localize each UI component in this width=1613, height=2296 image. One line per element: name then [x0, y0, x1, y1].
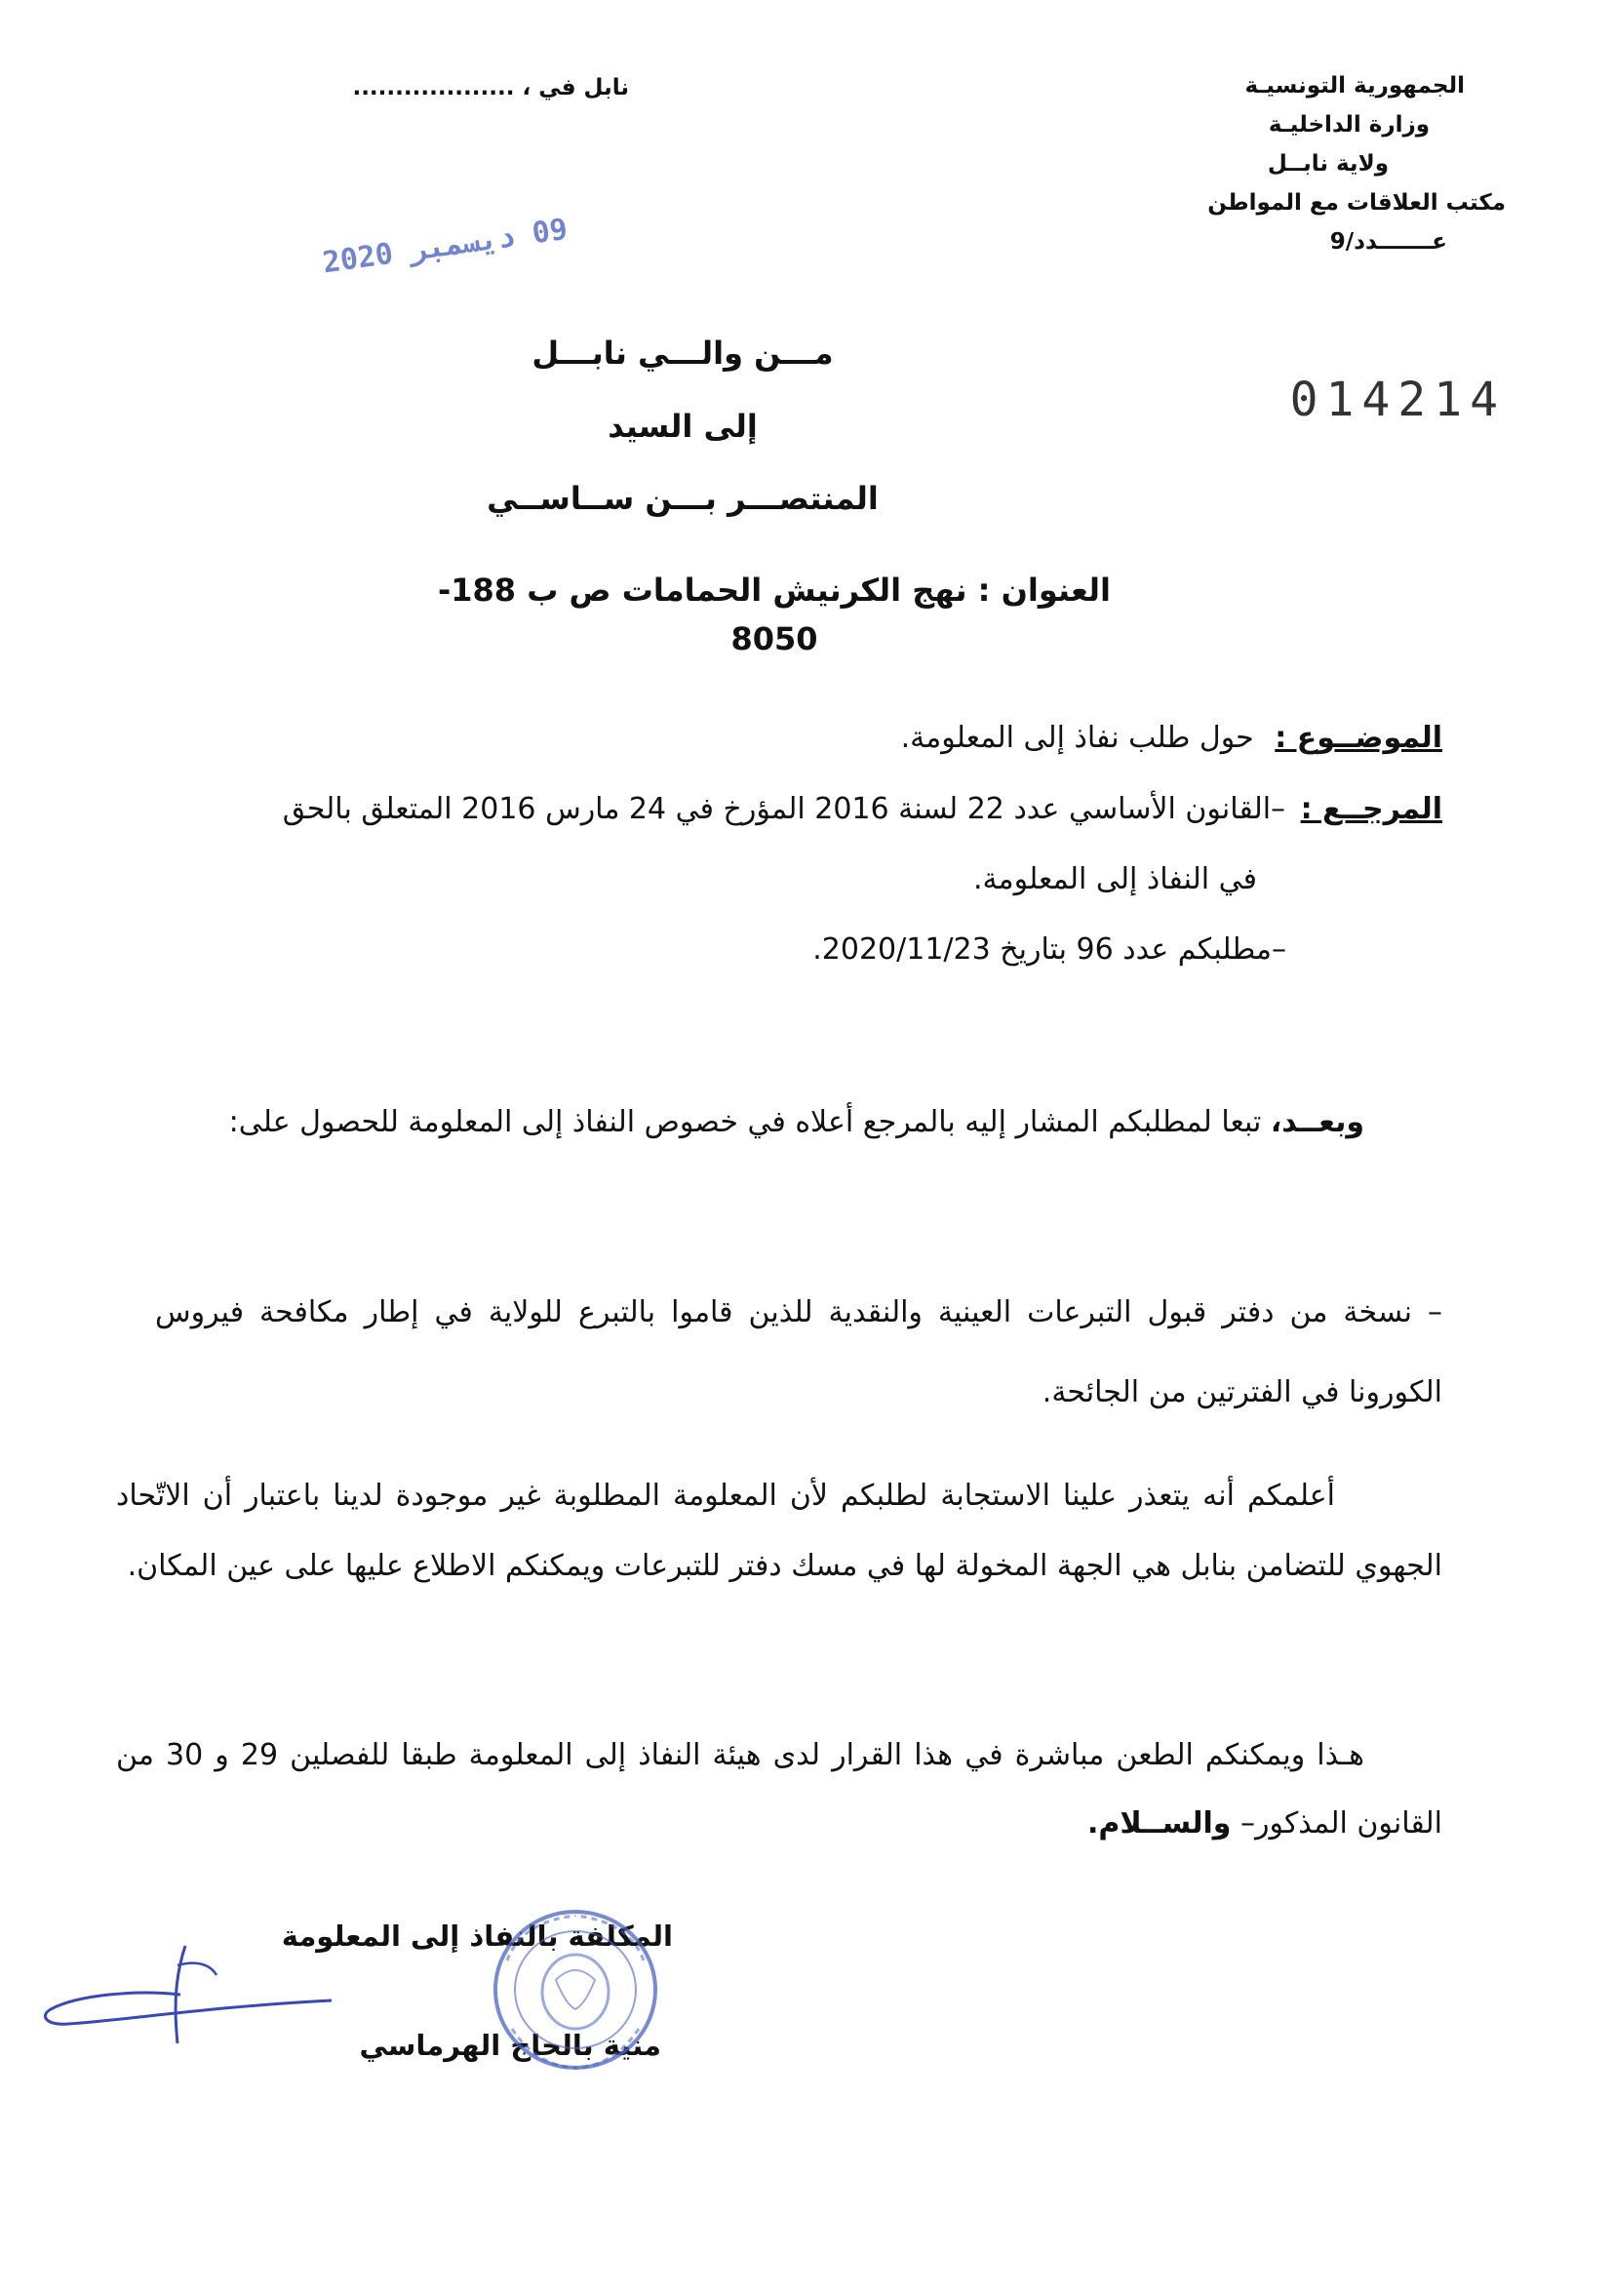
republic-label: الجمهورية التونسيـة — [1244, 73, 1465, 99]
list-item: – نسخة من دفتر قبول التبرعات العينية والنقدية للذين قاموا بالتبرع للولاية في إطار مكافحة فيروس الكورونا في الفترتين من الجائحة. — [155, 1295, 1442, 1409]
handwritten-signature-icon — [39, 1936, 361, 2063]
closing-salutation: والســلام. — [1087, 1806, 1232, 1841]
date-stamp: 09 ديسمبر 2020 — [320, 212, 570, 281]
from-line: مـــن والـــي نابـــل — [531, 335, 834, 372]
reference-row — [116, 788, 1442, 831]
ministry-label: وزارة الداخليـة — [1268, 112, 1430, 138]
official-seal-icon — [478, 1902, 673, 2078]
header-block — [1096, 66, 1506, 261]
governorate-label: ولاية نابــل — [1267, 151, 1389, 177]
signatory-name: منية بالحاج الهرماسي — [359, 2029, 661, 2062]
paragraph-1 — [116, 1083, 1442, 1163]
signatory-title: المكلفة بالنفاذ إلى المعلومة — [281, 1920, 673, 1953]
serial-number: 014214 — [1289, 373, 1506, 427]
reference-line-2: في النفاذ إلى المعلومة. — [972, 862, 1257, 896]
paragraph-3-text: هـذا ويمكنكم الطعن مباشرة في هذا القرار لدى هيئة النفاذ إلى المعلومة طبقا للفصلين 29 و 30 من القانون المذكور– — [116, 1738, 1442, 1841]
paragraph-1-lead: وبعــد، — [1270, 1105, 1364, 1139]
subject-row — [116, 717, 1442, 760]
paragraph-3 — [116, 1722, 1442, 1858]
reference-number: عـــــــدد/9 — [1329, 229, 1447, 255]
paragraph-2-text: أعلمكم أنه يتعذر علينا الاستجابة لطلبكم لأن المعلومة المطلوبة غير موجودة لدينا باعتبار أن الاتّحاد الجهوي للتضامن بنابل هي الجهة المخولة لها في مسك دفتر للتبرعات ويمكنكم الاطلاع عليها على عين المكان. — [116, 1479, 1442, 1583]
subject-label: الموضــوع : — [1275, 721, 1442, 755]
reference-line-3: –مطلبكم عدد 96 بتاريخ 2020/11/23. — [812, 932, 1286, 967]
place-date: نابل في ، ................... — [352, 75, 629, 100]
recipient-name: المنتصـــر بـــن ســاســي — [487, 480, 879, 517]
addressing-block — [371, 322, 995, 529]
paragraph-1-text: تبعا لمطلبكم المشار إليه بالمرجع أعلاه في خصوص النفاذ إلى المعلومة للحصول على: — [228, 1105, 1271, 1139]
office-label: مكتب العلاقات مع المواطن — [1207, 190, 1506, 216]
subject-text: حول طلب نفاذ إلى المعلومة. — [900, 721, 1254, 755]
address-line: العنوان : نهج الكرنيش الحمامات ص ب 188-8050 — [437, 572, 1112, 657]
reference-line-1: –القانون الأساسي عدد 22 لسنة 2016 المؤرخ في 24 مارس 2016 المتعلق بالحق — [282, 792, 1286, 826]
to-line: إلى السيد — [608, 408, 758, 445]
paragraph-2 — [116, 1461, 1442, 1602]
reference-label: المرجــع : — [1300, 792, 1442, 826]
